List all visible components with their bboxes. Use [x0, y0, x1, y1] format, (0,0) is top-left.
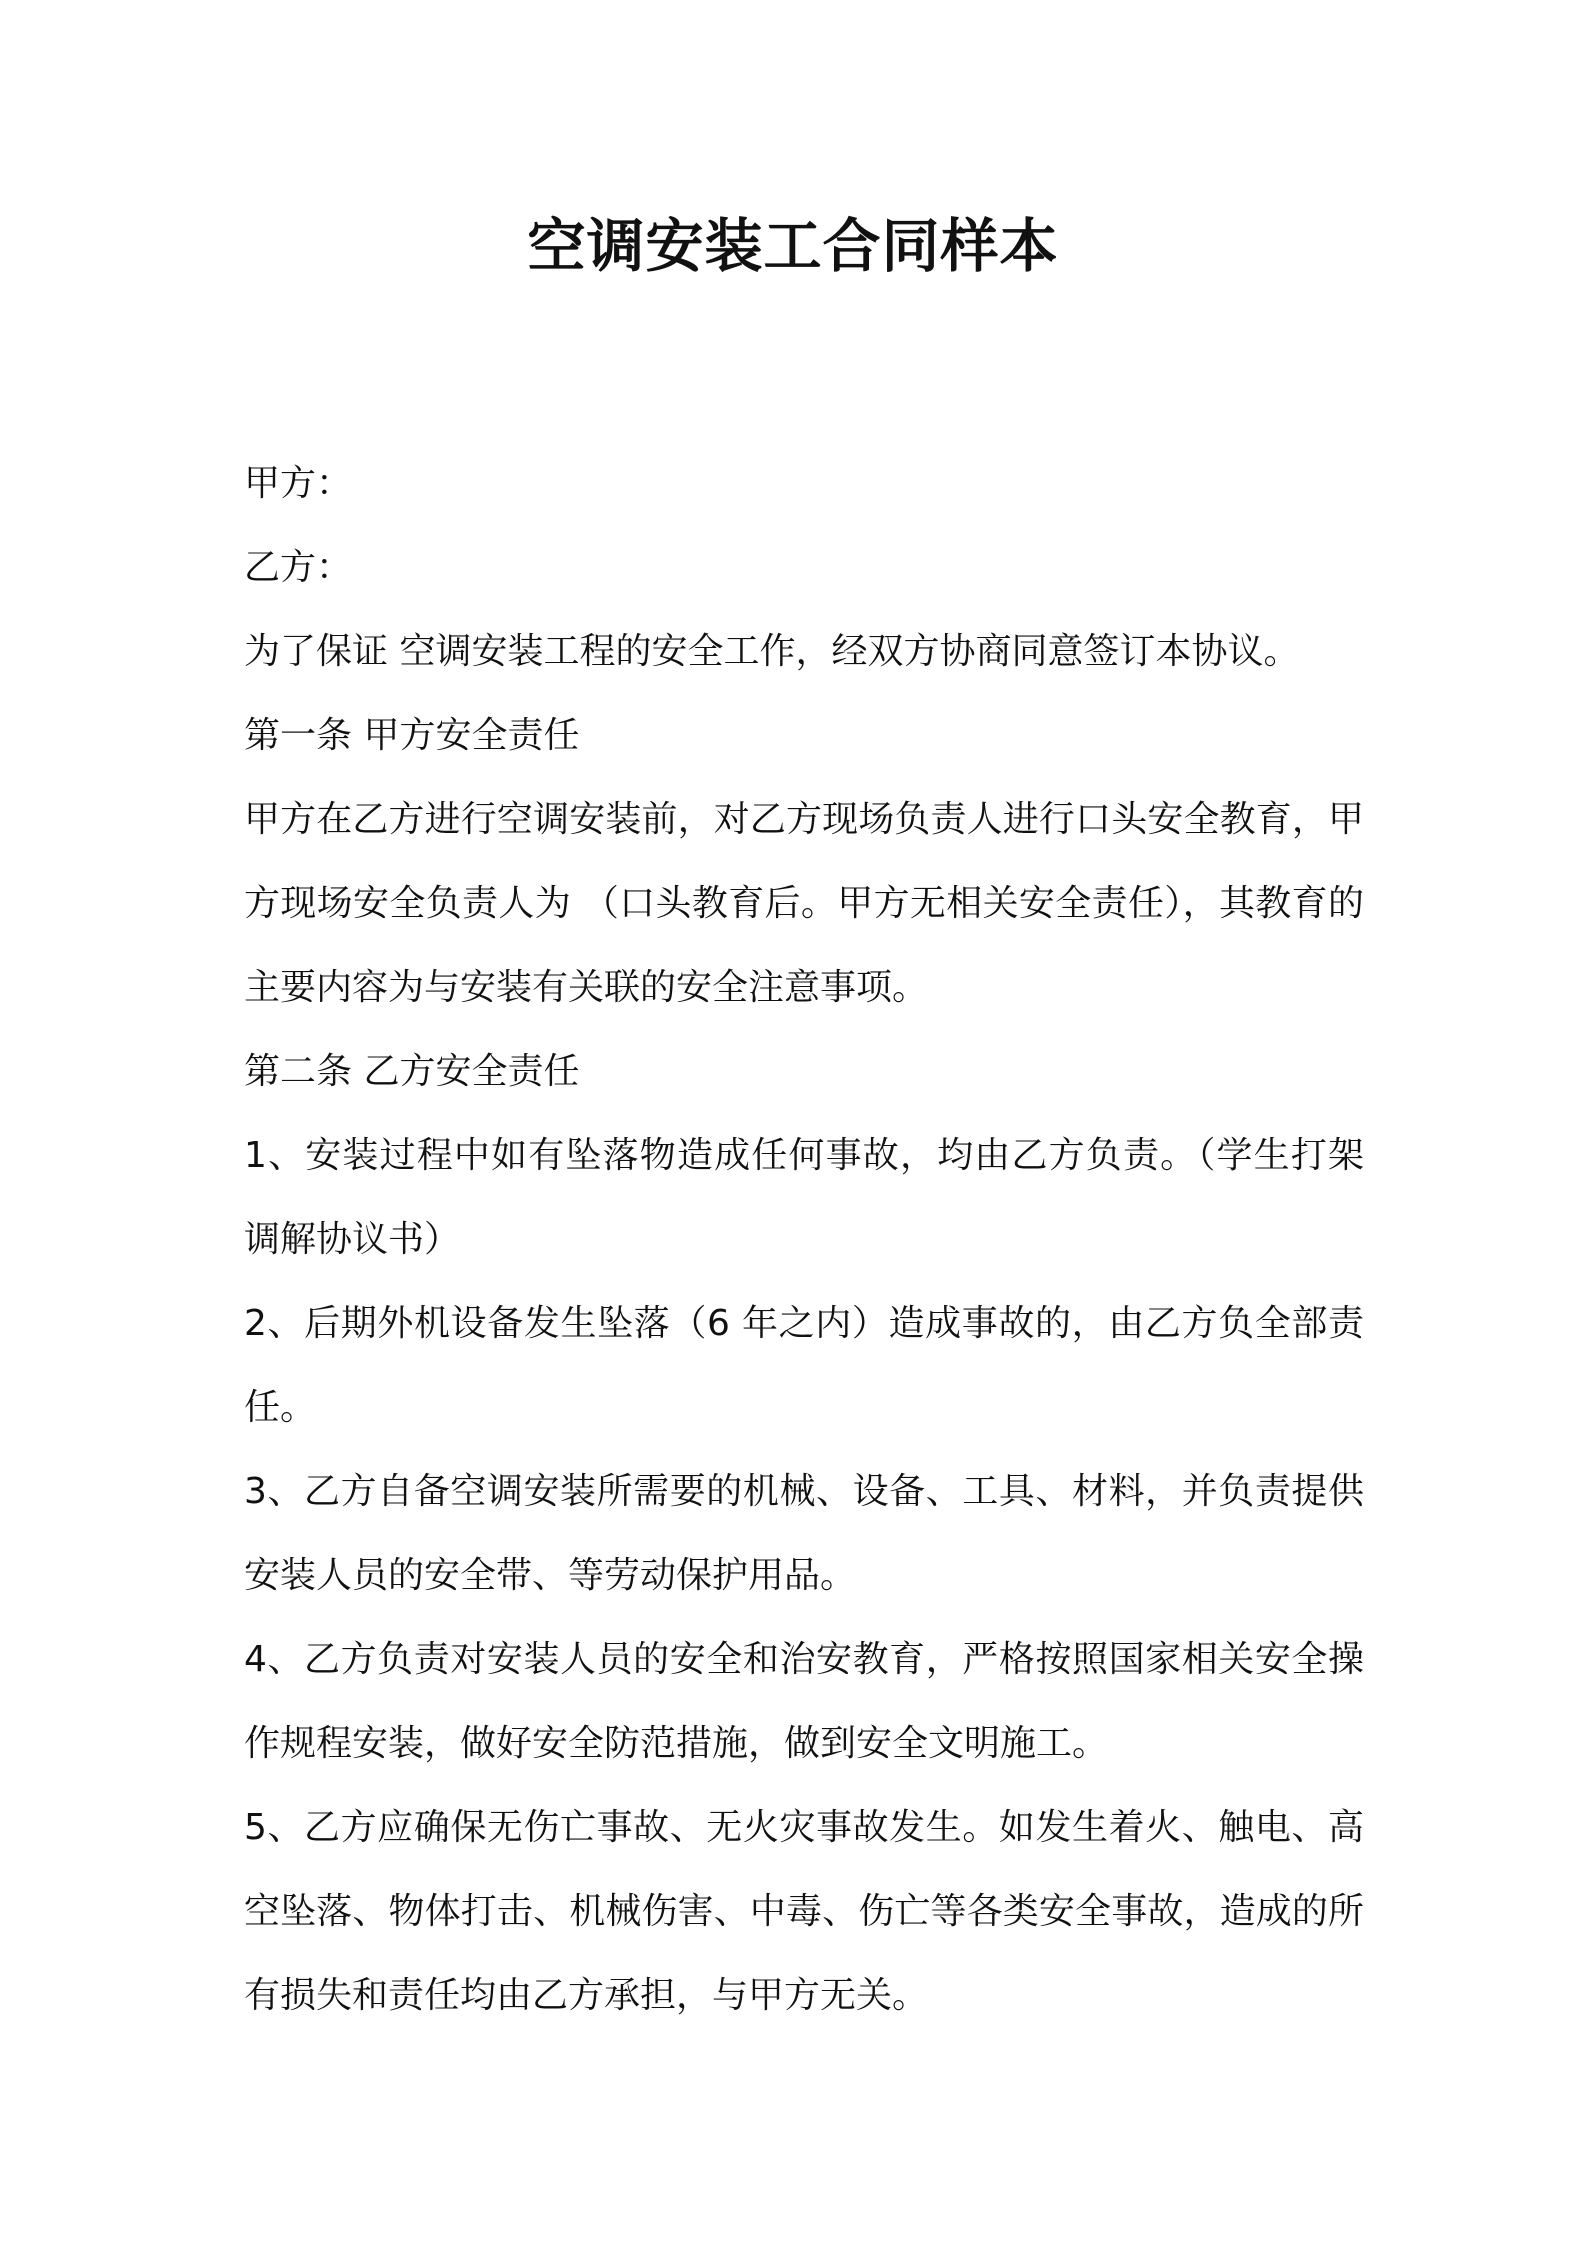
clause-5-paragraph: 5、乙方应确保无伤亡事故、无火灾事故发生。如发生着火、触电、高空坠落、物体打击、机械伤害、中毒、伤亡等各类安全事故，造成的所有损失和责任均由乙方承担，与甲方无关。: [244, 1807, 1364, 2016]
document-title: 空调安装工合同样本: [527, 212, 1059, 280]
clause-4-paragraph: 4、乙方负责对安装人员的安全和治安教育，严格按照国家相关安全操作规程安装，做好安全防范措施，做到安全文明施工。: [244, 1639, 1364, 1764]
document-body: [244, 442, 1364, 2038]
preamble-paragraph: 为了保证 空调安装工程的安全工作，经双方协商同意签订本协议。: [244, 631, 1300, 672]
party-a-line: 甲方：: [244, 463, 353, 504]
clause-3-paragraph: 3、乙方自备空调安装所需要的机械、设备、工具、材料，并负责提供安装人员的安全带、等劳动保护用品。: [244, 1471, 1364, 1596]
clause-2-paragraph: 2、后期外机设备发生坠落（6 年之内）造成事故的，由乙方负全部责任。: [244, 1303, 1364, 1428]
article-two-heading: 第二条 乙方安全责任: [244, 1051, 580, 1092]
article-one-heading: 第一条 甲方安全责任: [244, 715, 580, 756]
article-one-paragraph: 甲方在乙方进行空调安装前，对乙方现场负责人进行口头安全教育，甲方现场安全负责人为 （口头教育后。甲方无相关安全责任），其教育的主要内容为与安装有关联的安全注意事项。: [244, 799, 1364, 1008]
clause-1-paragraph: 1、安装过程中如有坠落物造成任何事故，均由乙方负责。（学生打架调解协议书）: [244, 1135, 1364, 1260]
party-b-line: 乙方：: [244, 547, 353, 588]
